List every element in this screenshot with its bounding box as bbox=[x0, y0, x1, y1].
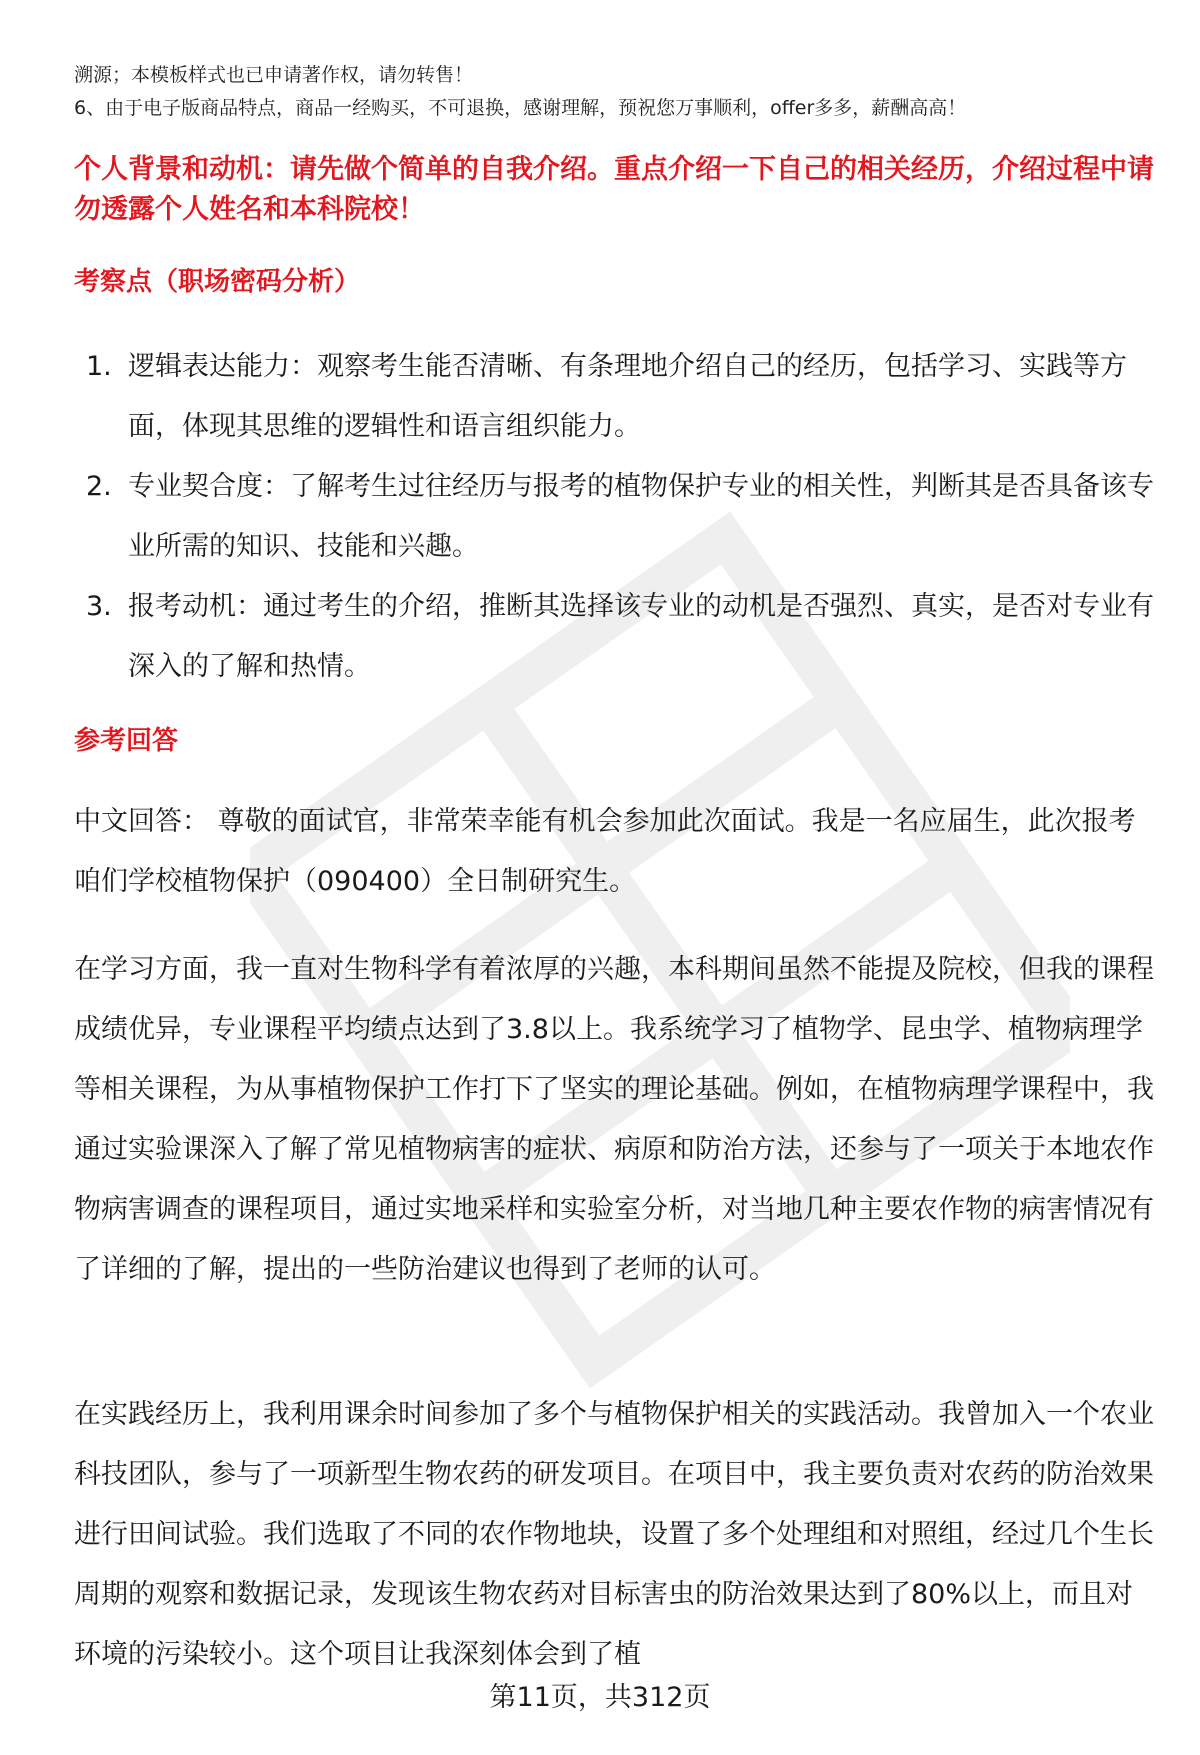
analysis-list bbox=[74, 337, 1154, 697]
question-heading: 个人背景和动机：请先做个简单的自我介绍。重点介绍一下自己的相关经历，介绍过程中请勿透露个人姓名和本科院校！ bbox=[74, 154, 1154, 225]
answer-heading: 参考回答 bbox=[74, 726, 179, 756]
analysis-heading: 考察点（职场密码分析） bbox=[74, 267, 361, 297]
list-item bbox=[74, 577, 1154, 697]
notice-line: 6、由于电子版商品特点，商品一经购买，不可退换，感谢理解，预祝您万事顺利，offer多多，薪酬高高！ bbox=[74, 97, 967, 119]
list-item-text: 逻辑表达能力：观察考生能否清晰、有条理地介绍自己的经历，包括学习、实践等方面，体现其思维的逻辑性和语言组织能力。 bbox=[128, 351, 1127, 442]
list-item bbox=[74, 337, 1154, 457]
list-item-text: 报考动机：通过考生的介绍，推断其选择该专业的动机是否强烈、真实，是否对专业有深入的了解和热情。 bbox=[128, 591, 1154, 682]
list-item-number: 1. bbox=[86, 351, 112, 382]
list-item bbox=[74, 457, 1154, 577]
list-item-number: 2. bbox=[86, 471, 112, 502]
notice-line: 溯源；本模板样式也已申请著作权，请勿转售！ bbox=[74, 64, 474, 86]
answer-paragraph: 在学习方面，我一直对生物科学有着浓厚的兴趣，本科期间虽然不能提及院校，但我的课程成绩优异，专业课程平均绩点达到了3.8以上。我系统学习了植物学、昆虫学、植物病理学等相关课程，为从事植物保护工作打下了坚实的理论基础。例如，在植物病理学课程中，我通过实验课深入了解了常见植物病害的症状、病原和防治方法，还参与了一项关于本地农作物病害调查的课程项目，通过实地采样和实验室分析，对当地几种主要农作物的病害情况有了详细的了解，提出的一些防治建议也得到了老师的认可。 bbox=[74, 954, 1154, 1285]
list-item-text: 专业契合度：了解考生过往经历与报考的植物保护专业的相关性，判断其是否具备该专业所需的知识、技能和兴趣。 bbox=[128, 471, 1154, 562]
page-number-footer: 第11页，共312页 bbox=[489, 1682, 711, 1713]
answer-paragraph: 在实践经历上，我利用课余时间参加了多个与植物保护相关的实践活动。我曾加入一个农业科技团队，参与了一项新型生物农药的研发项目。在项目中，我主要负责对农药的防治效果进行田间试验。我们选取了不同的农作物地块，设置了多个处理组和对照组，经过几个生长周期的观察和数据记录，发现该生物农药对目标害虫的防治效果达到了80%以上，而且对环境的污染较小。这个项目让我深刻体会到了植 bbox=[74, 1399, 1154, 1670]
answer-paragraph: 中文回答： 尊敬的面试官，非常荣幸能有机会参加此次面试。我是一名应届生，此次报考咱们学校植物保护（090400）全日制研究生。 bbox=[74, 806, 1136, 897]
list-item-number: 3. bbox=[86, 591, 112, 622]
